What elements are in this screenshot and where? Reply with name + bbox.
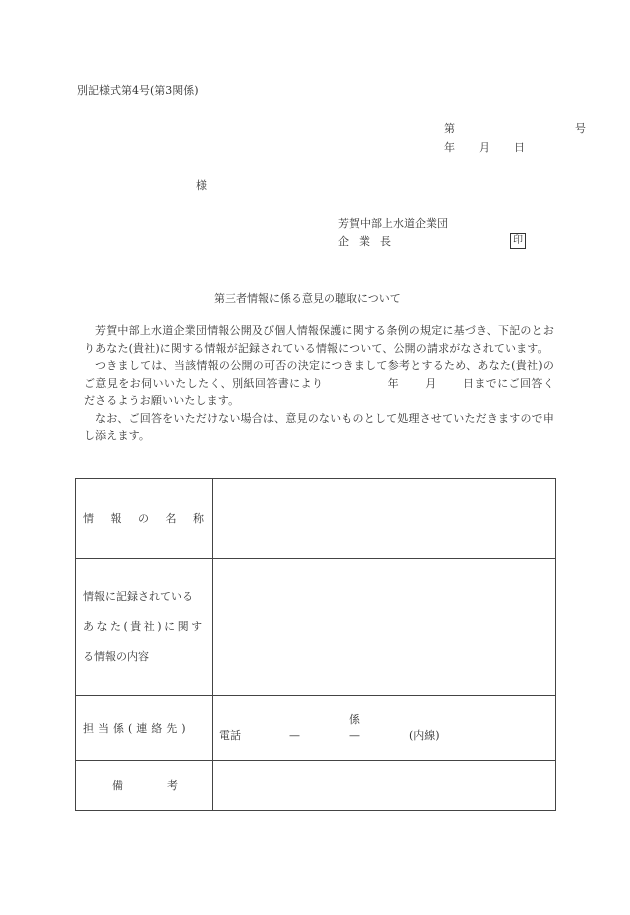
phone-dash-1: — — [289, 729, 300, 742]
paragraph-3: なお、ご回答をいただけない場合は、意見のないものとして処理させていただきますので申し添えます。 — [84, 411, 554, 442]
number-suffix: 号 — [575, 122, 586, 135]
phone-label: 電話 — [219, 729, 241, 742]
seal-stamp-icon: 印 — [510, 233, 526, 249]
contact-label — [76, 696, 213, 761]
label-char: 考 — [167, 779, 178, 792]
info-name-field[interactable] — [213, 479, 556, 559]
label-char: 情 — [83, 512, 94, 525]
info-content-field[interactable] — [213, 559, 556, 696]
number-prefix: 第 — [444, 122, 455, 135]
label-char: 称 — [193, 512, 204, 525]
table-row-info-content — [76, 559, 556, 696]
paragraph-1: 芳賀中部上水道企業団情報公開及び個人情報保護に関する条例の規定に基づき、下記のとおりあなた(貴社)に関する情報が記録されている情報について、公開の請求がなされています。 — [84, 324, 554, 355]
label-char: の — [138, 512, 149, 525]
label-line: 情報に記録されている — [83, 590, 193, 603]
contact-field[interactable] — [213, 696, 556, 761]
label-char: 報 — [110, 512, 122, 525]
section-label: 係 — [349, 713, 360, 726]
label-line: あなた(貴社)に関す — [83, 620, 205, 633]
label-char: 備 — [112, 779, 123, 792]
remarks-label — [76, 761, 213, 811]
phone-dash-2: — — [349, 729, 360, 742]
document-number-line — [444, 123, 586, 134]
info-content-label — [76, 559, 213, 696]
sender-title: 企業長 — [338, 235, 401, 248]
label-line: る情報の内容 — [83, 650, 149, 663]
paragraph-2-text-a: つきましては、当該情報の公開の可否の決定につきまして参考とするため、あなた(貴社)のご意見をお伺いいたしたく、別紙回答書により — [84, 359, 554, 390]
body-text — [84, 322, 554, 445]
date-line — [444, 142, 525, 153]
info-name-label — [76, 479, 213, 559]
paragraph-2 — [84, 357, 554, 410]
paragraph-2-text-b: 日までにご回答くださるようお願いいたします。 — [84, 376, 554, 407]
contact-label-text: 担当係(連絡先) — [83, 721, 190, 735]
table-row-contact — [76, 696, 556, 761]
table-row-info-name — [76, 479, 556, 559]
recipient-honorific: 様 — [196, 179, 207, 192]
date-day: 日 — [514, 141, 525, 154]
reply-year: 年 — [387, 376, 400, 390]
table-row-remarks — [76, 761, 556, 811]
document-title: 第三者情報に係る意見の聴取について — [214, 292, 401, 305]
form-number-label: 別記様式第4号(第3関係) — [77, 84, 199, 97]
reply-month: 月 — [425, 376, 437, 390]
label-char: 名 — [165, 512, 177, 525]
extension-label: (内線) — [409, 729, 440, 742]
date-month: 月 — [479, 141, 490, 154]
sender-organization: 芳賀中部上水道企業団 — [338, 217, 448, 230]
date-year: 年 — [444, 141, 455, 154]
remarks-field[interactable] — [213, 761, 556, 811]
information-form-table — [75, 478, 556, 811]
